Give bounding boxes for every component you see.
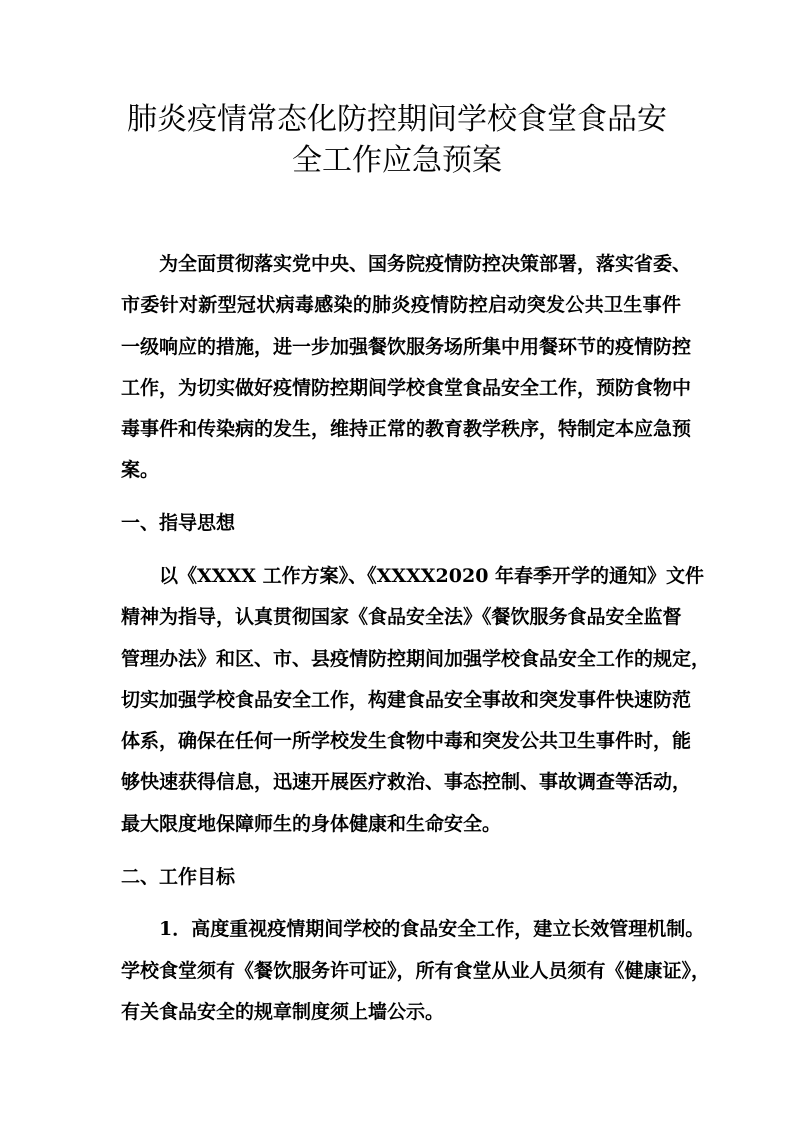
intro-line-1: 为全面贯彻落实党中央、国务院疫情防控决策部署，落实省委、 [159, 253, 692, 275]
section1-line-6: 够快速获得信息，迅速开展医疗救治、事态控制、事故调查等活动， [121, 771, 692, 793]
section1-line-5: 体系，确保在任何一所学校发生食物中毒和突发公共卫生事件时，能 [121, 730, 692, 752]
section1-line-3: 管理办法》和区、市、县疫情防控期间加强学校食品安全工作的规定， [121, 648, 711, 670]
section2-line-1: 1．高度重视疫情期间学校的食品安全工作，建立长效管理机制。 [159, 918, 705, 940]
section-heading-work-goals: 二、工作目标 [121, 866, 236, 888]
section-heading-guiding-ideology: 一、指导思想 [121, 512, 236, 534]
section1-line-2: 精神为指导，认真贯彻国家《食品安全法》《餐饮服务食品安全监督 [121, 606, 682, 628]
section1-line-4: 切实加强学校食品安全工作，构建食品安全事故和突发事件快速防范 [121, 689, 692, 711]
section2-line-3: 有关食品安全的规章制度须上墙公示。 [121, 1001, 445, 1023]
section1-line-1: 以《XXXX 工作方案》、《XXXX2020 年春季开学的通知》文件 [159, 565, 705, 587]
intro-line-5: 毒事件和传染病的发生，维持正常的教育教学秩序，特制定本应急预 [121, 418, 692, 440]
intro-line-4: 工作，为切实做好疫情防控期间学校食堂食品安全工作，预防食物中 [121, 377, 692, 399]
section1-line-7: 最大限度地保障师生的身体健康和生命安全。 [121, 813, 502, 835]
document-title-line-2: 全工作应急预案 [292, 143, 502, 178]
document-title-line-1: 肺炎疫情常态化防控期间学校食堂食品安 [127, 102, 667, 137]
intro-line-2: 市委针对新型冠状病毒感染的肺炎疫情防控启动突发公共卫生事件 [121, 294, 681, 316]
intro-line-6: 案。 [121, 459, 160, 481]
section2-line-2: 学校食堂须有《餐饮服务许可证》，所有食堂从业人员须有《健康证》， [121, 960, 711, 982]
intro-line-3: 一级响应的措施，进一步加强餐饮服务场所集中用餐环节的疫情防控 [121, 336, 692, 358]
